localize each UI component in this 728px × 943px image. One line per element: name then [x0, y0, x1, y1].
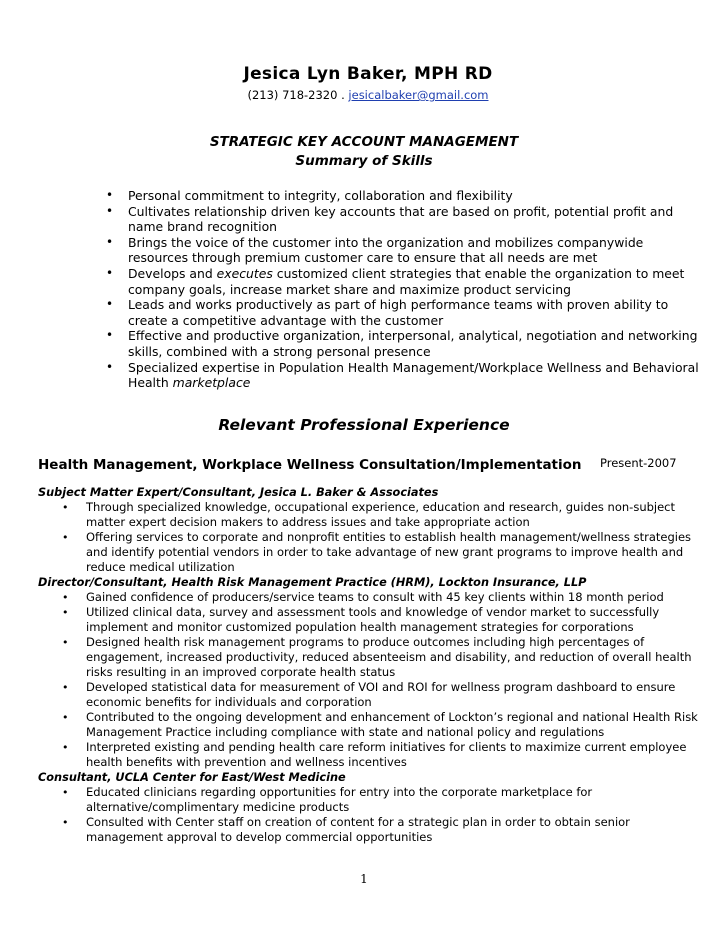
skill-text: Develops and	[128, 265, 217, 281]
job-dates: Present-2007	[600, 456, 677, 470]
summary-heading-block	[0, 133, 728, 171]
skill-item: • Personal commitment to integrity, collaboration and flexibility	[103, 188, 703, 204]
role-bullet: • Utilized clinical data, survey and assessment tools and knowledge of vendor market to successfully implement and monitor customized population health management strategies for corporations	[38, 605, 703, 635]
role-bullets	[38, 785, 703, 845]
role-bullet: • Designed health risk management programs to produce outcomes including high percentages of engagement, increased productivity, reduced absenteeism and disability, and reduction of overall health risks resulting in an improved corporate health status	[38, 635, 703, 680]
skill-item	[103, 266, 703, 297]
email-link[interactable]: jesicalbaker@gmail.com	[348, 88, 489, 102]
skill-text: Specialized expertise in Population Health Management/Workplace Wellness and Behavioral Health	[128, 359, 699, 391]
role-bullet: • Through specialized knowledge, occupational experience, education and research, guides non-subject matter expert decision makers to address issues and take appropriate action	[38, 500, 703, 530]
main-heading: STRATEGIC KEY ACCOUNT MANAGEMENT	[209, 134, 519, 150]
skill-item: • Cultivates relationship driven key accounts that are based on profit, potential profit and name brand recognition	[103, 204, 703, 235]
role-bullet: • Educated clinicians regarding opportunities for entry into the corporate marketplace for alternative/complimentary medicine products	[38, 785, 703, 815]
role-bullet: • Contributed to the ongoing development and enhancement of Lockton’s regional and national Health Risk Management Practice including compliance with state and national policy and regulations	[38, 710, 703, 740]
role-bullet: • Interpreted existing and pending health care reform initiatives for clients to maximize current employee health benefits with prevention and wellness incentives	[38, 740, 703, 770]
skill-item	[103, 360, 703, 391]
role-title: Director/Consultant, Health Risk Management Practice (HRM), Lockton Insurance, LLP	[38, 576, 587, 589]
role-bullet: • Developed statistical data for measurement of VOI and ROI for wellness program dashboard to ensure economic benefits for individuals and corporation	[38, 680, 703, 710]
skill-item: • Leads and works productively as part of high performance teams with proven ability to create a competitive advantage with the customer	[103, 297, 703, 328]
experience-section-title: Relevant Professional Experience	[218, 416, 510, 434]
job-header	[38, 454, 688, 473]
role-bullets	[38, 500, 703, 575]
page-number: 1	[360, 872, 368, 886]
candidate-name: Jesica Lyn Baker, MPH RD	[243, 64, 493, 84]
skill-emphasis: marketplace	[172, 375, 251, 391]
resume-header	[0, 64, 728, 102]
role-bullet: • Consulted with Center staff on creation of content for a strategic plan in order to obtain senior management approval to develop commercial opportunities	[38, 815, 703, 845]
role-bullet: • Gained confidence of producers/service teams to consult with 45 key clients within 18 month period	[38, 590, 703, 605]
contact-line	[8, 88, 728, 102]
role-title: Consultant, UCLA Center for East/West Medicine	[38, 771, 346, 784]
skills-list	[103, 188, 703, 391]
summary-subheading: Summary of Skills	[295, 153, 433, 169]
skill-item: • Effective and productive organization, interpersonal, analytical, negotiation and networking skills, combined with a strong personal presence	[103, 328, 703, 359]
experience-details	[38, 485, 703, 845]
skill-text: customized client strategies that enable the organization to meet company goals, increase market share and maximize product servicing	[128, 265, 685, 297]
role-title: Subject Matter Expert/Consultant, Jesica L. Baker & Associates	[38, 486, 439, 499]
role-bullet: • Offering services to corporate and nonprofit entities to establish health management/wellness strategies and identify potential vendors in order to take advantage of new grant programs to improve health and reduce medical utilization	[38, 530, 703, 575]
job-title: Health Management, Workplace Wellness Consultation/Implementation	[38, 457, 582, 473]
skill-emphasis: executes	[216, 265, 273, 281]
role-bullets	[38, 590, 703, 770]
skill-item: • Brings the voice of the customer into the organization and mobilizes companywide resources through premium customer care to ensure that all needs are met	[103, 235, 703, 266]
phone-number: (213) 718-2320 .	[247, 88, 345, 102]
